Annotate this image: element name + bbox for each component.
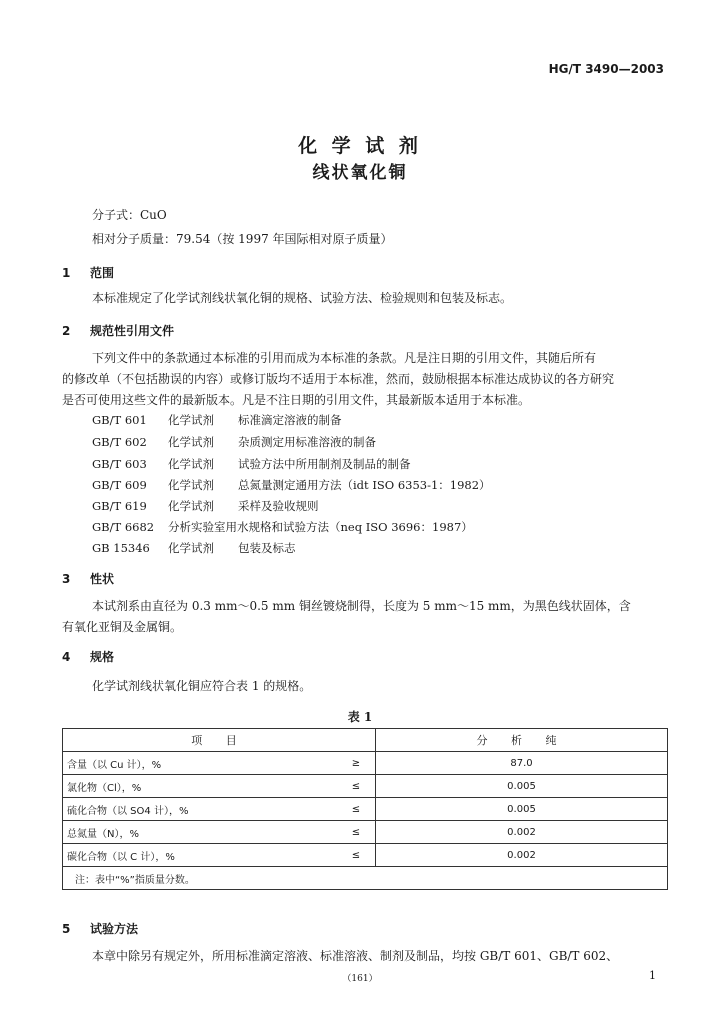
molecular-formula: 分子式：CuO [92,208,167,222]
table-row [63,844,668,867]
item-value: 87.0 [376,752,668,775]
paragraph-line: 的修改单（不包括勘误的内容）或修订版均不适用于本标准，然而，鼓励根据本标准达成协议的各方研究 [62,372,615,386]
section-heading-specifications [62,648,114,665]
table-header-row [63,729,668,752]
ref-code: GB/T 603 [92,457,147,471]
section-title: 性状 [90,572,115,586]
ref-code: GB/T 619 [92,499,147,513]
table-caption: 表 1 [347,710,373,724]
ref-title: 总氮量测定通用方法（idt ISO 6353-1：1982） [238,478,491,492]
ref-title: 标准滴定溶液的制备 [238,413,342,427]
item-value: 0.002 [376,844,668,867]
table-row [63,752,668,775]
comparison-operator: ≤ [337,775,376,798]
paragraph-line: 下列文件中的条款通过本标准的引用而成为本标准的条款。凡是注日期的引用文件，其随后所有 [92,351,597,365]
section-heading-scope [62,264,114,281]
item-name: 总氮量（N），% [63,821,338,844]
section-number: 3 [62,572,71,586]
paragraph-line: 本章中除另有规定外，所用标准滴定溶液、标准溶液、制剂及制品，均按 GB/T 601、GB/T 602、 [92,949,619,963]
item-value: 0.005 [376,775,668,798]
paragraph-line: 是否可使用这些文件的最新版本。凡是不注日期的引用文件，其最新版本适用于本标准。 [62,393,531,407]
section-number: 4 [62,650,71,664]
reference-item [92,456,411,472]
ref-code: GB/T 602 [92,435,147,449]
section-title: 规范性引用文件 [90,324,175,338]
standard-code: HG/T 3490—2003 [548,62,664,76]
item-name: 碳化合物（以 C 计），% [63,844,338,867]
ref-title: 试验方法中所用制剂及制品的制备 [238,457,411,471]
comparison-operator: ≤ [337,798,376,821]
page-number: 1 [649,969,656,982]
ref-category: 化学试剂 [168,457,214,471]
molecular-mass: 相对分子质量：79.54（按 1997 年国际相对原子质量） [92,232,393,246]
section-number: 5 [62,922,71,936]
item-name: 硫化合物（以 SO4 计），% [63,798,338,821]
reference-item [92,498,319,514]
section-title: 范围 [90,266,115,280]
column-header-grade: 分 析 纯 [376,729,668,752]
reference-item [92,519,473,535]
section-title: 规格 [90,650,115,664]
paragraph: 化学试剂线状氧化铜应符合表 1 的规格。 [92,679,312,693]
reference-item [92,412,342,428]
ref-title: 杂质测定用标准溶液的制备 [238,435,376,449]
ref-category: 化学试剂 [168,541,214,555]
table-note-row [63,867,668,890]
comparison-operator: ≤ [337,821,376,844]
table-row [63,798,668,821]
table-row [63,821,668,844]
column-header-item: 项 目 [63,729,376,752]
paragraph-line: 本试剂系由直径为 0.3 mm～0.5 mm 铜丝镀烧制得，长度为 5 mm～15 mm，为黑色线状固体，含 [92,599,631,613]
ref-code: GB/T 6682 [92,520,155,534]
table-row [63,775,668,798]
specification-table [62,728,668,890]
section-number: 1 [62,266,71,280]
table-note: 注：表中“%”指质量分数。 [63,867,668,890]
item-value: 0.005 [376,798,668,821]
comparison-operator: ≥ [337,752,376,775]
ref-code: GB/T 601 [92,413,147,427]
paragraph: 本标准规定了化学试剂线状氧化铜的规格、试验方法、检验规则和包装及标志。 [92,291,513,305]
reference-item [92,540,296,556]
ref-category: 化学试剂 [168,435,214,449]
ref-code: GB 15346 [92,541,150,555]
reference-item [92,477,491,493]
ref-title: 包装及标志 [238,541,296,555]
section-heading-references [62,322,174,339]
ref-category: 化学试剂 [168,413,214,427]
document-title: 化 学 试 剂 [298,135,422,157]
item-name: 氯化物（Cl），% [63,775,338,798]
ref-title: 分析实验室用水规格和试验方法（neq ISO 3696：1987） [168,520,473,534]
section-heading-properties [62,570,114,587]
comparison-operator: ≤ [337,844,376,867]
item-name: 含量（以 Cu 计），% [63,752,338,775]
reference-item [92,434,376,450]
ref-code: GB/T 609 [92,478,147,492]
item-value: 0.002 [376,821,668,844]
section-heading-test-methods [62,920,138,937]
section-number: 2 [62,324,71,338]
document-subtitle: 线状氧化铜 [312,163,408,183]
footer-page-ref: （161） [342,974,378,984]
paragraph-line: 有氧化亚铜及金属铜。 [62,620,183,634]
section-title: 试验方法 [90,922,139,936]
ref-category: 化学试剂 [168,478,214,492]
ref-category: 化学试剂 [168,499,214,513]
ref-title: 采样及验收规则 [238,499,319,513]
